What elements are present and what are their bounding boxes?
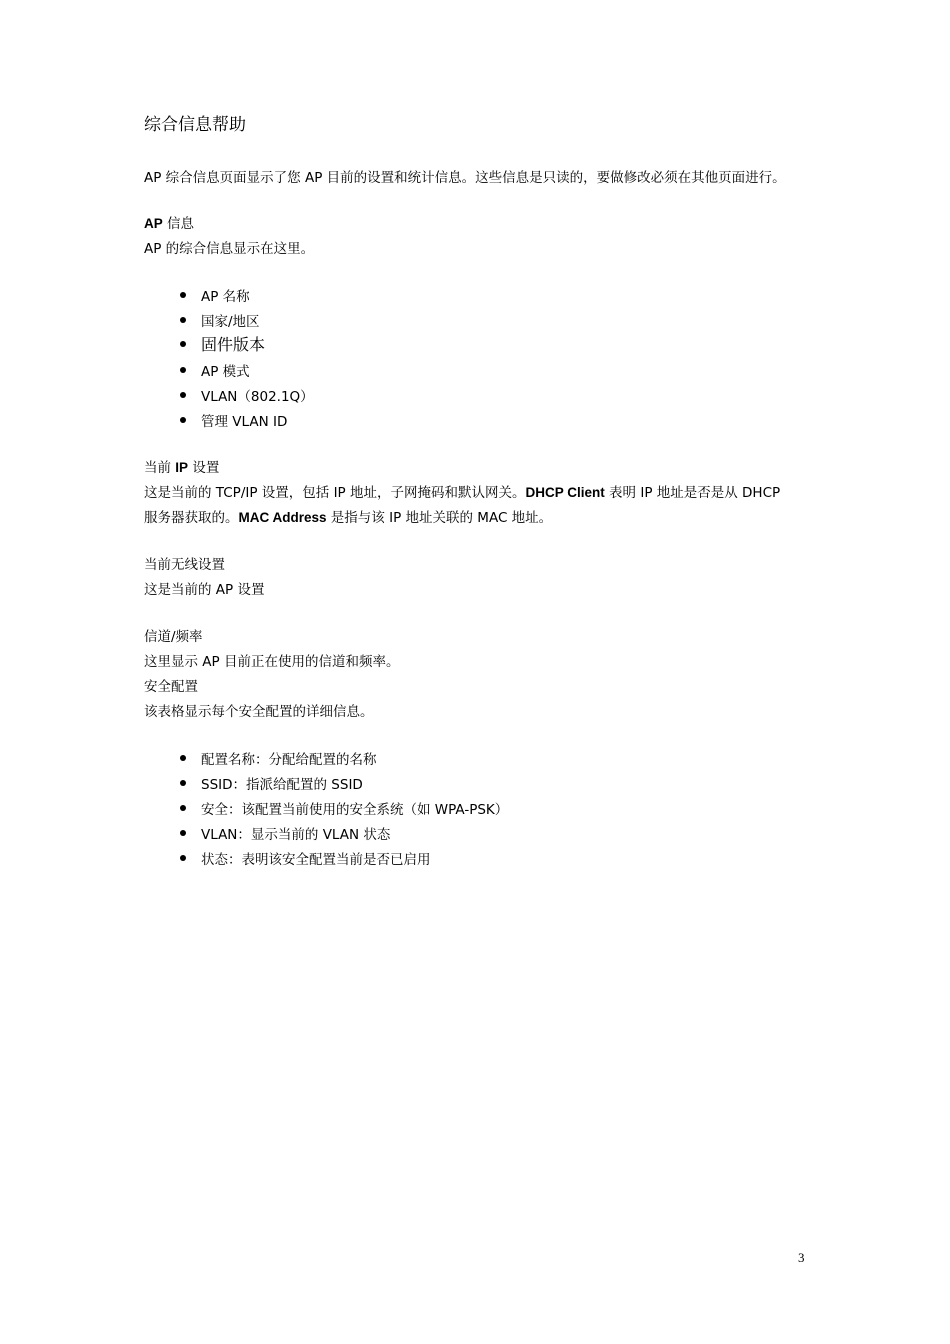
ip-settings-line-1-pre: 这是当前的 TCP/IP 设置，包括 IP 地址，子网掩码和默认网关。 xyxy=(144,485,526,501)
bullet-icon xyxy=(180,367,186,373)
ip-settings-line-2 xyxy=(144,509,552,527)
list-item xyxy=(180,751,377,769)
bullet-icon xyxy=(180,830,186,836)
ip-settings-line-2-pre: 服务器获取的。 xyxy=(144,510,239,526)
list-item-label: 国家/地区 xyxy=(201,314,260,330)
bullet-icon xyxy=(180,805,186,811)
ip-settings-heading xyxy=(144,459,219,477)
list-item-label: 安全：该配置当前使用的安全系统（如 WPA-PSK） xyxy=(201,802,509,818)
list-item-label: VLAN：显示当前的 VLAN 状态 xyxy=(201,827,391,843)
channel-heading: 信道/频率 xyxy=(144,629,203,645)
list-item-label: 固件版本 xyxy=(201,335,266,354)
list-item-label: AP 模式 xyxy=(201,364,250,380)
ip-settings-heading-post: 设置 xyxy=(188,460,220,476)
wireless-description: 这是当前的 AP 设置 xyxy=(144,582,265,598)
list-item-label: VLAN（802.1Q） xyxy=(201,389,314,405)
ip-settings-line-1 xyxy=(144,484,780,502)
intro-paragraph: AP 综合信息页面显示了您 AP 目前的设置和统计信息。这些信息是只读的，要做修改必须在其他页面进行。 xyxy=(144,170,786,186)
ip-settings-line-2-post: 是指与该 IP 地址关联的 MAC 地址。 xyxy=(326,510,553,526)
security-description: 该表格显示每个安全配置的详细信息。 xyxy=(144,704,374,720)
bullet-icon xyxy=(180,780,186,786)
wireless-heading: 当前无线设置 xyxy=(144,557,225,573)
list-item xyxy=(180,313,260,331)
list-item xyxy=(180,363,250,381)
ip-settings-line-1-post: 表明 IP 地址是否是从 DHCP xyxy=(604,485,781,501)
bullet-icon xyxy=(180,855,186,861)
bullet-icon xyxy=(180,317,186,323)
list-item xyxy=(180,288,250,306)
list-item-label: 状态：表明该安全配置当前是否已启用 xyxy=(201,852,431,868)
list-item xyxy=(180,335,265,355)
list-item xyxy=(180,826,390,844)
bullet-icon xyxy=(180,417,186,423)
mac-address-term: MAC Address xyxy=(238,510,327,525)
bullet-icon xyxy=(180,755,186,761)
ap-info-heading xyxy=(144,215,194,233)
list-item xyxy=(180,388,314,406)
bullet-icon xyxy=(180,341,186,347)
security-heading: 安全配置 xyxy=(144,679,198,695)
list-item xyxy=(180,413,287,431)
ip-settings-heading-pre: 当前 xyxy=(144,460,176,476)
ip-settings-heading-bold: IP xyxy=(175,460,189,475)
channel-description: 这里显示 AP 目前正在使用的信道和频率。 xyxy=(144,654,400,670)
ap-info-description: AP 的综合信息显示在这里。 xyxy=(144,241,315,257)
list-item-label: 管理 VLAN ID xyxy=(201,414,288,430)
page-title: 综合信息帮助 xyxy=(144,115,246,135)
ap-info-heading-bold: AP xyxy=(144,216,163,231)
ap-info-heading-rest: 信息 xyxy=(162,216,195,232)
list-item xyxy=(180,776,363,794)
page-number: 3 xyxy=(798,1250,805,1265)
list-item xyxy=(180,801,508,819)
bullet-icon xyxy=(180,292,186,298)
list-item-label: SSID：指派给配置的 SSID xyxy=(201,777,363,793)
dhcp-client-term: DHCP Client xyxy=(525,485,605,500)
list-item xyxy=(180,851,431,869)
list-item-label: 配置名称：分配给配置的名称 xyxy=(201,752,377,768)
list-item-label: AP 名称 xyxy=(201,289,250,305)
bullet-icon xyxy=(180,392,186,398)
